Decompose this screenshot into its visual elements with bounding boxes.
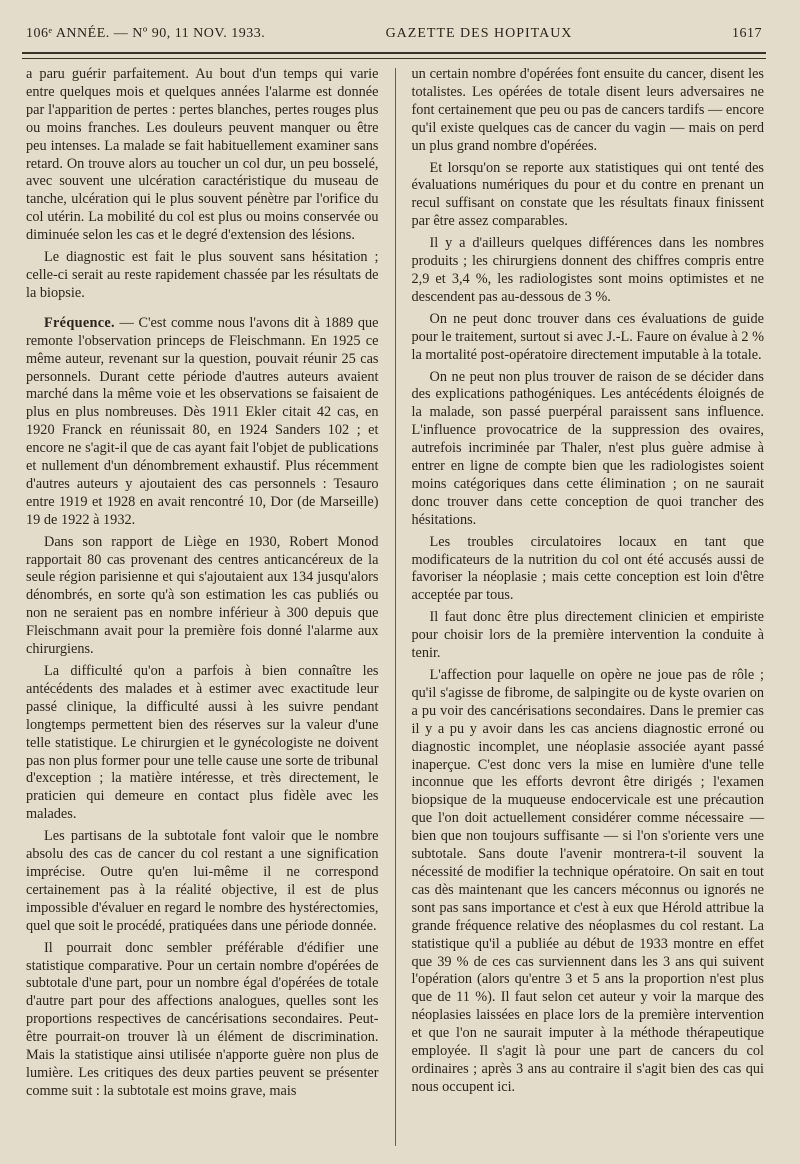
paragraph: Le diagnostic est fait le plus souvent sans hésitation ; celle-ci serait au reste rapidement chassée par les résultats de la biopsie.	[26, 249, 379, 301]
header-rule-thin	[22, 58, 766, 59]
left-column	[26, 66, 379, 1146]
paragraph: On ne peut non plus trouver de raison de se décider dans des explications pathogéniques. Les antécédents éloignés de la malade, son passé puerpéral paraissent sans influence. L'influence provocatrice de la suppression des ovaires, autrefois incriminée par Thaler, n'est plus guère admise à entrer en ligne de compte bien que les radiologistes soient moins catégoriques dans cette élimination ; on ne saurait donc trouver dans cette conception de quoi trancher des hésitations.	[411, 368, 764, 528]
paragraph-text: — C'est comme nous l'avons dit à 1889 que remonte l'observation princeps de Fleischmann. En 1925 ce même auteur, revenant sur la question, pouvait réunir 25 cas personnels. Durant cette période d'autres auteurs avaient marché dans la même voie et les observations se faisaient de plus en plus nombreuses. Dès 1911 Ekler citait 42 cas, en 1920 Franck en réunissait 80, en 1924 Sanders 102 ; et encore ne s'agit-il que de cas ayant fait l'objet de publications et nullement d'un dénombrement exhaustif. Plus récemment d'autres auteurs y ajoutaient des cas personnels : Tesauro entre 1919 et 1928 en avait rencontré 10, Dor (de Marseille) 19 de 1922 à 1932.	[26, 314, 379, 528]
paragraph: Il y a d'ailleurs quelques différences dans les nombres produits ; les chirurgiens donnent des chiffres compris entre 2,9 et 3,4 %, les radiologistes sont moins optimistes et ne descendent pas au-dessous de 3 %.	[411, 235, 764, 305]
paragraph: L'affection pour laquelle on opère ne joue pas de rôle ; qu'il s'agisse de fibrome, de salpingite ou de kyste ovarien on a pu voir des cancérisations secondaires. Dans le premier cas il y a pu y avoir dans les cas anciens diagnostic erroné ou diagnostic incomplet, une néoplasie associée ayant passé inaperçue. C'est donc vers la mise en lumière d'une telle inconnue que les efforts devront être dirigés ; l'examen biopsique de la muqueuse endocervicale est une précaution que l'on doit actuellement considérer comme nécessaire — bien que non toujours suffisante — si l'on s'oriente vers une subtotale. Sans doute l'avenir montrera-t-il souvent la nécessité de modifier la technique opératoire. On sait en tout cas dès maintenant que les cancers méconnus ou ignorés ne sont pas sans importance et c'est à eux que Hérold attribue la grande fréquence relative des néoplasmes du col restant. La statistique qu'il a publiée au début de 1933 montre en effet que 39 % de ces cas surviennent dans les 3 ans qui suivent l'opération (alors qu'entre 3 et 5 ans la proportion n'est plus que de 11 %). Il faut selon cet auteur y voir la marque des néoplasies laissées en place lors de la première intervention et que l'on ne saurait imputer à la méthode thérapeutique employée. Il s'agit là pour une part de cancers du col ordinaires ; après 3 ans au contraire il s'agit bien des cas qui nous occupent ici.	[411, 667, 764, 1095]
paragraph: On ne peut donc trouver dans ces évaluations de guide pour le traitement, surtout si avec J.-L. Faure on évalue à 2 % la mortalité post-opératoire directement imputable à la totale.	[411, 310, 764, 363]
right-column	[412, 66, 765, 1146]
paragraph: Et lorsqu'on se reporte aux statistiques qui ont tenté des évaluations numériques du pour et du contre en prenant un recul suffisant on constate que les résultats finaux finissent par être assez comparables.	[411, 159, 764, 230]
column-divider	[395, 68, 396, 1146]
paragraph: La difficulté qu'on a parfois à bien connaître les antécédents des malades et à estimer avec exactitude leur passé clinique, la difficulté aussi à les suivre pendant longtemps permettent bien des réserves sur la valeur d'une telle statistique. Le chirurgien et le gynécologiste ne doivent pas non plus former pour une telle cause une sorte de tribunal d'exception ; la matière intéresse, et très directement, le praticien qui demeure en contact plus fidèle avec les malades.	[26, 663, 379, 823]
article-columns	[26, 66, 764, 1146]
journal-title: GAZETTE DES HOPITAUX	[385, 26, 573, 41]
paragraph: Dans son rapport de Liège en 1930, Robert Monod rapportait 80 cas provenant des centres anticancéreux de la seule région parisienne et qui s'ajoutaient aux 134 jusqu'alors dénombrés, en sorte qu'à son estimation les cas publiés ou non ne seraient pas en nombre inférieur à 300 depuis que Fleischmann avait pour la première fois donné l'alarme aux chirurgiens.	[26, 533, 379, 658]
header-rule	[22, 52, 766, 54]
paragraph: a paru guérir parfaitement. Au bout d'un temps qui varie entre quelques mois et quelques années l'alarme est donnée par l'apparition de pertes : pertes blanches, pertes rouges plus ou moins franches. Les douleurs peuvent manquer ou être peu intenses. La malade se fait habituellement examiner sans retard. On trouve alors au toucher un col dur, un peu bosselé, avec souvent une ulcération caractéristique du museau de tanche, ulcération qui le plus souvent pénètre par l'orifice du col utérin. La mobilité du col est plus ou moins conservée ou diminuée selon les cas et le degré d'extension des lésions.	[26, 66, 379, 244]
running-header	[26, 26, 762, 52]
paragraph-frequence	[26, 315, 379, 530]
page-number: 1617	[732, 26, 762, 41]
paragraph: Les troubles circulatoires locaux en tant que modificateurs de la nutrition du col ont été accusés aussi de favoriser la néoplasie ; mais cette conception est loin d'être acceptée par tous.	[411, 533, 764, 604]
section-runin-heading: Fréquence.	[44, 314, 115, 331]
issue-info: 106ᵉ ANNÉE. — Nº 90, 11 NOV. 1933.	[26, 26, 266, 41]
paragraph: Il faut donc être plus directement clinicien et empiriste pour choisir lors de la première intervention la conduite à tenir.	[411, 609, 764, 662]
paragraph: Les partisans de la subtotale font valoir que le nombre absolu des cas de cancer du col restant a une signification imprécise. Outre qu'en lui-même il ne correspond certainement pas à la réalité objective, il est de plus impossible d'évaluer en regard le nombre des hystérectomies, quel que soit le procédé, pratiquées dans une période donnée.	[26, 828, 379, 934]
paragraph: Il pourrait donc sembler préférable d'édifier une statistique comparative. Pour un certain nombre d'opérées de subtotale d'une part, pour un nombre égal d'opérées de totale d'autre part pour des affections analogues, quelles sont les proportions respectives de cancérisations secondaires. Peut-être pourrait-on trouver là un élément de discrimination. Mais la statistique ainsi utilisée n'apporte guère non plus de lumière. Les critiques des deux parties peuvent se présenter comme suit : la subtotale est moins grave, mais	[26, 939, 379, 1099]
paragraph: un certain nombre d'opérées font ensuite du cancer, disent les totalistes. Les opérées de totale disent leurs adversaires ne font certainement que peu ou pas de cancers tardifs — encore qu'il existe quelques cas de cancer du vagin — mais on perd un plus grand nombre d'opérées.	[411, 66, 765, 154]
